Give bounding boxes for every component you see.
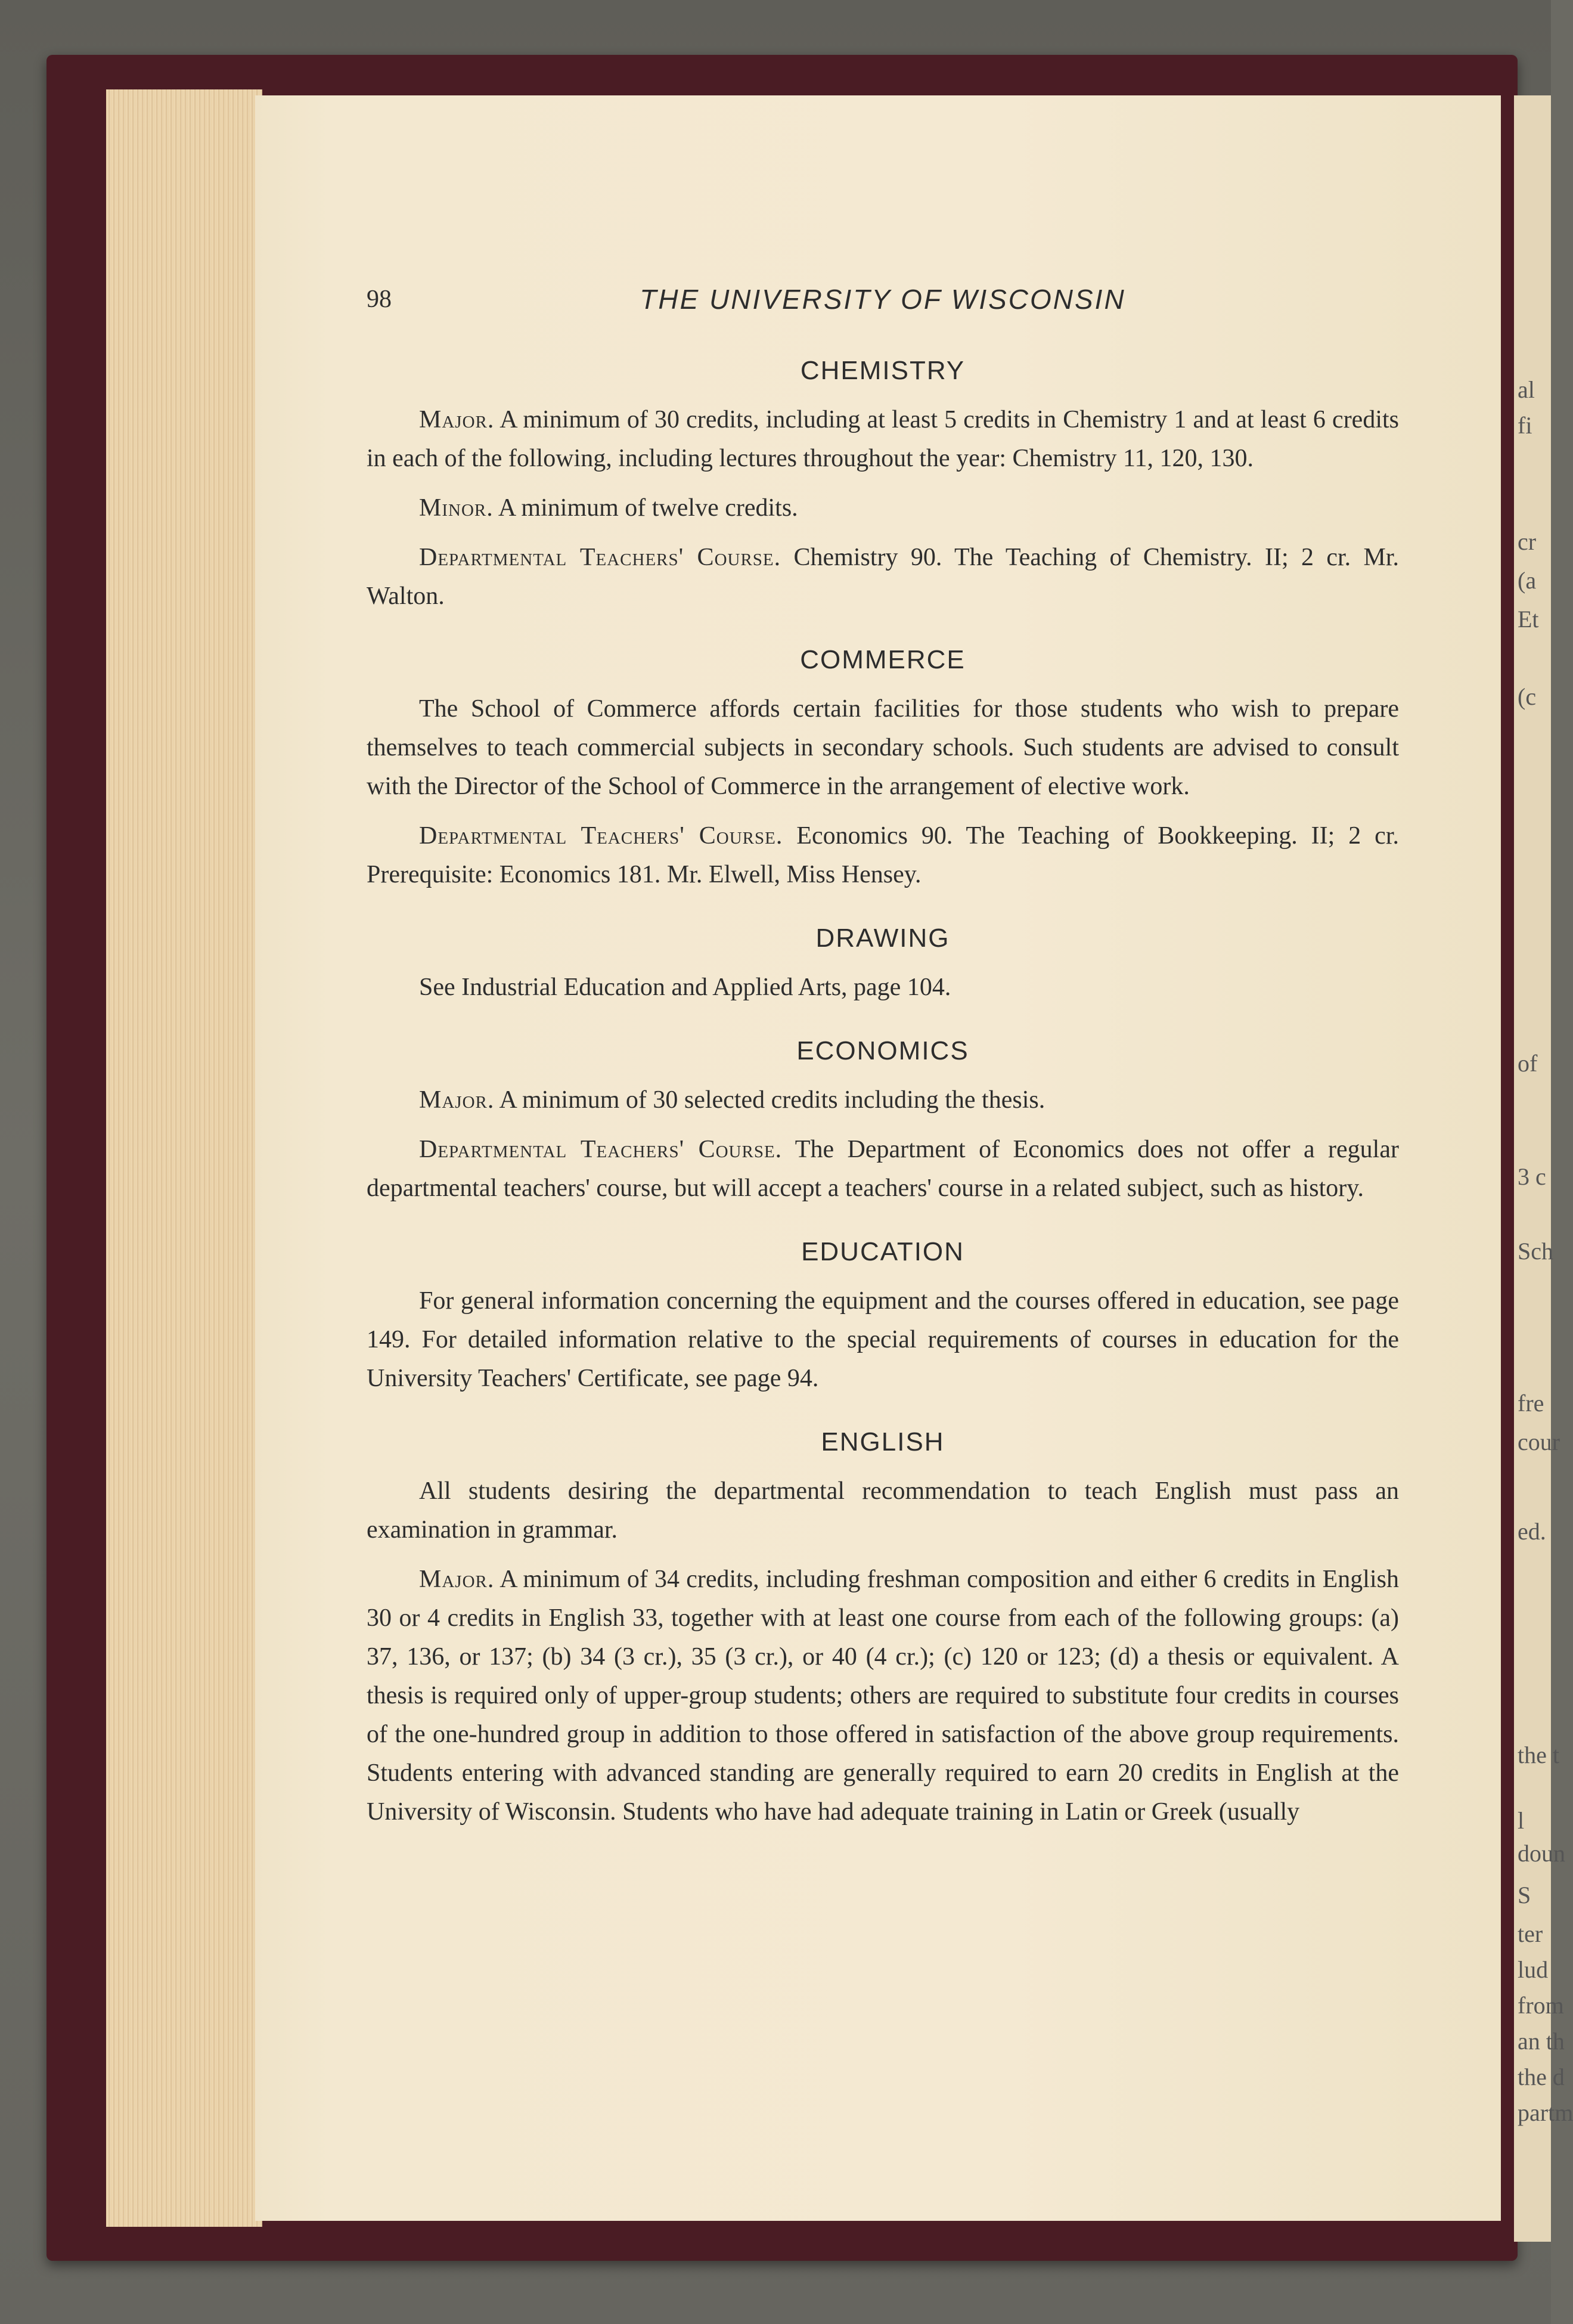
paragraph-text: The School of Commerce affords certain facilities for those students who wish to prepare themselves to teach commercial subjects in secondary schools. Such students are advised to consult with the Director of the School of Commerce in the arrangement of elective work.	[367, 695, 1399, 800]
paragraph-text: All students desiring the departmental recommendation to teach English must pass an examination in grammar.	[367, 1477, 1399, 1544]
paragraph	[367, 690, 1399, 806]
paragraph	[367, 817, 1399, 894]
section-heading: DRAWING	[815, 924, 950, 953]
section-heading: ENGLISH	[821, 1427, 945, 1457]
section-heading: ECONOMICS	[796, 1036, 969, 1065]
next-page-fragment: cr	[1518, 528, 1537, 555]
next-page-fragment: partm	[1518, 2099, 1573, 2126]
paragraph-text: For general information concerning the equipment and the courses offered in education, see page 149. For detailed information relative to the special requirements of courses in education for the University Teachers' Certificate, see page 94.	[367, 1287, 1399, 1392]
paragraph-lead: Major.	[419, 1086, 495, 1114]
paragraph	[367, 538, 1399, 616]
paragraph-lead: Minor.	[419, 494, 494, 522]
next-page-fragment: fre	[1518, 1390, 1544, 1417]
page-content	[367, 280, 1399, 1858]
paragraph	[367, 1130, 1399, 1208]
paragraph	[367, 1560, 1399, 1832]
next-page-fragment: from	[1518, 1992, 1564, 2019]
next-page-fragment: of	[1518, 1050, 1538, 1077]
section-education	[367, 1234, 1399, 1398]
section-heading: EDUCATION	[801, 1237, 964, 1266]
paragraph-lead: Departmental Teachers' Course.	[419, 1136, 783, 1163]
next-page-fragment: an th	[1518, 2028, 1565, 2055]
page-edges	[106, 89, 262, 2227]
next-page-fragment: S	[1518, 1882, 1531, 1908]
section-economics	[367, 1033, 1399, 1208]
paragraph-lead: Major.	[419, 406, 495, 433]
paragraph-text: A minimum of twelve credits.	[493, 494, 798, 522]
paragraph-lead: Departmental Teachers' Course.	[419, 544, 781, 571]
next-page-fragment: al	[1518, 376, 1535, 403]
next-page-fragment: lud	[1518, 1956, 1549, 1983]
next-page-fragment: cour	[1518, 1429, 1560, 1455]
paragraph-text: See Industrial Education and Applied Arts, page 104.	[419, 974, 951, 1001]
section-drawing	[367, 921, 1399, 1007]
paragraph-text: Economics 90. The Teaching of Bookkeeping. II; 2 cr. Prerequisite: Economics 181. Mr. Elwell, Miss Hensey.	[367, 822, 1399, 888]
paragraph-text: A minimum of 30 credits, including at least 5 credits in Chemistry 1 and at least 6 credits in each of the following, including lectures throughout the year: Chemistry 11, 120, 130.	[367, 406, 1399, 472]
section-heading: CHEMISTRY	[800, 356, 966, 385]
paragraph	[367, 401, 1399, 478]
paragraph	[367, 1081, 1399, 1120]
paragraph-lead: Departmental Teachers' Course.	[419, 822, 783, 850]
next-page-fragment: (c	[1518, 683, 1537, 710]
section-english	[367, 1424, 1399, 1832]
next-page-edge	[1514, 95, 1573, 2242]
next-page-fragment: ed.	[1518, 1518, 1546, 1545]
next-page-fragment: the d	[1518, 2063, 1565, 2090]
paragraph	[367, 1472, 1399, 1550]
paragraph-lead: Major.	[419, 1566, 495, 1593]
next-page-fragment: (a	[1518, 567, 1537, 594]
paragraph-text: Chemistry 90. The Teaching of Chemistry. II; 2 cr. Mr. Walton.	[367, 544, 1399, 610]
next-page-fragment: Et	[1518, 606, 1539, 633]
next-page-fragment: fi	[1518, 412, 1532, 439]
paragraph	[367, 489, 1399, 528]
paragraph	[367, 968, 1399, 1007]
paragraph-text: A minimum of 30 selected credits including the thesis.	[494, 1086, 1045, 1114]
next-page-fragment: 3 c	[1518, 1163, 1546, 1190]
section-commerce	[367, 642, 1399, 894]
section-heading: COMMERCE	[800, 645, 966, 674]
running-title: THE UNIVERSITY OF WISCONSIN	[640, 284, 1126, 315]
next-page-fragment: ter	[1518, 1920, 1543, 1947]
next-page-fragment: the t	[1518, 1742, 1559, 1768]
paragraph-text: A minimum of 34 credits, including freshman composition and either 6 credits in English 30 or 4 credits in English 33, together with at least one course from each of the following groups: (a) 37, 136, or 137; (b) 34 (3 cr.), 35 (3 cr.), or 40 (4 cr.); (c) 120 or 123; (d) a thesis or equivalent. A thesis is required only of upper-group students; others are required to substitute four credits in courses of the one-hundred group in addition to those offered in satisfaction of the above group requirements. Students entering with advanced standing are generally required to earn 20 credits in English at the University of Wisconsin. Students who have had adequate training in Latin or Greek (usually	[367, 1566, 1399, 1826]
next-page-fragment: l	[1518, 1807, 1525, 1834]
paragraph-text: The Department of Economics does not offer a regular departmental teachers' course, but will accept a teachers' course in a related subject, such as history.	[367, 1136, 1399, 1202]
next-page-fragment: Sch	[1518, 1238, 1553, 1265]
paragraph	[367, 1282, 1399, 1398]
section-chemistry	[367, 353, 1399, 616]
next-page-fragment: doun	[1518, 1840, 1565, 1867]
page-number: 98	[367, 286, 392, 313]
running-head	[367, 280, 1399, 316]
